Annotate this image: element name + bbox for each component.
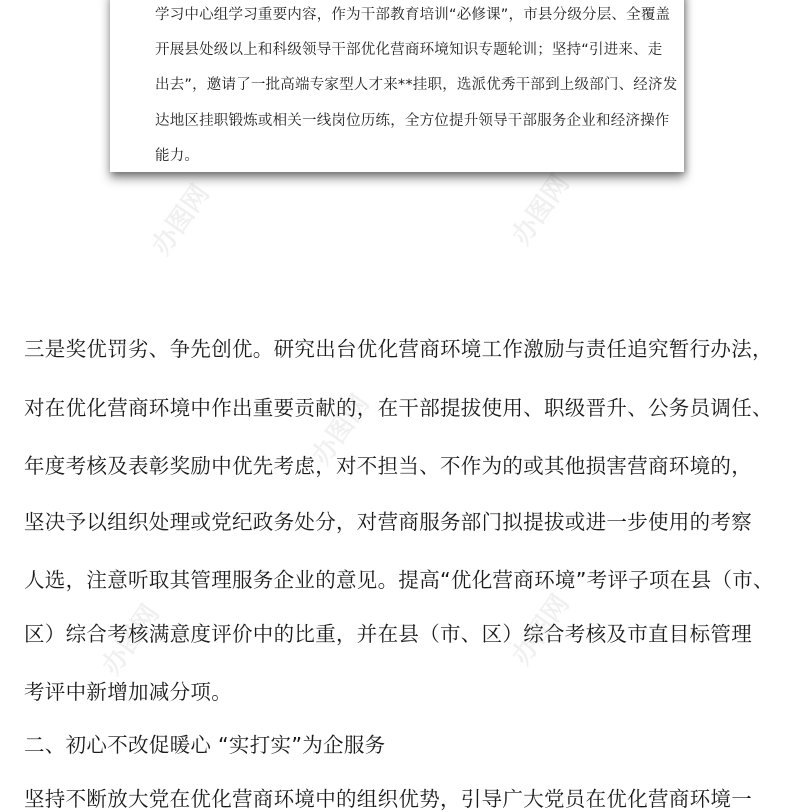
watermark: 办图网 bbox=[146, 179, 216, 261]
paragraph-line: 对在优化营商环境中作出重要贡献的，在干部提拔使用、职级晋升、公务员调任、 bbox=[24, 396, 773, 420]
excerpt-line: 出去”，邀请了一批高端专家型人才来**挂职，选派优秀干部到上级部门、经济发 bbox=[155, 77, 678, 93]
watermark: 办图网 bbox=[506, 589, 576, 671]
paragraph-line: 坚持不断放大党在优化营商环境中的组织优势，引导广大党员在优化营商环境一 bbox=[24, 787, 752, 811]
paragraph-line: 区）综合考核满意度评价中的比重，并在县（市、区）综合考核及市直目标管理 bbox=[24, 622, 752, 646]
paragraph-line: 坚决予以组织处理或党纪政务处分，对营商服务部门拟提拔或进一步使用的考察 bbox=[24, 510, 752, 534]
watermark: 办图网 bbox=[506, 169, 576, 251]
watermark: 办图网 bbox=[306, 389, 376, 471]
paragraph-line: 三是奖优罚劣、争先创优。研究出台优化营商环境工作激励与责任追究暂行办法， bbox=[24, 337, 773, 361]
excerpt-line: 学习中心组学习重要内容，作为干部教育培训“必修课”，市县分级分层、全覆盖 bbox=[155, 7, 671, 23]
watermark: 办图网 bbox=[96, 599, 166, 681]
excerpt-line: 达地区挂职锻炼或相关一线岗位历练，全方位提升领导干部服务企业和经济操作 bbox=[155, 113, 670, 129]
section-heading: 二、初心不改促暖心 “实打实”为企服务 bbox=[24, 733, 386, 757]
excerpt-line: 开展县处级以上和科级领导干部优化营商环境知识专题轮训；坚持“引进来、走 bbox=[155, 42, 663, 58]
paragraph-line: 人选，注意听取其管理服务企业的意见。提高“优化营商环境”考评子项在县（市、 bbox=[24, 568, 774, 592]
paragraph-line: 考评中新增加减分项。 bbox=[24, 680, 232, 704]
excerpt-line: 能力。 bbox=[155, 148, 200, 164]
paragraph-line: 年度考核及表彰奖励中优先考虑，对不担当、不作为的或其他损害营商环境的， bbox=[24, 454, 752, 478]
